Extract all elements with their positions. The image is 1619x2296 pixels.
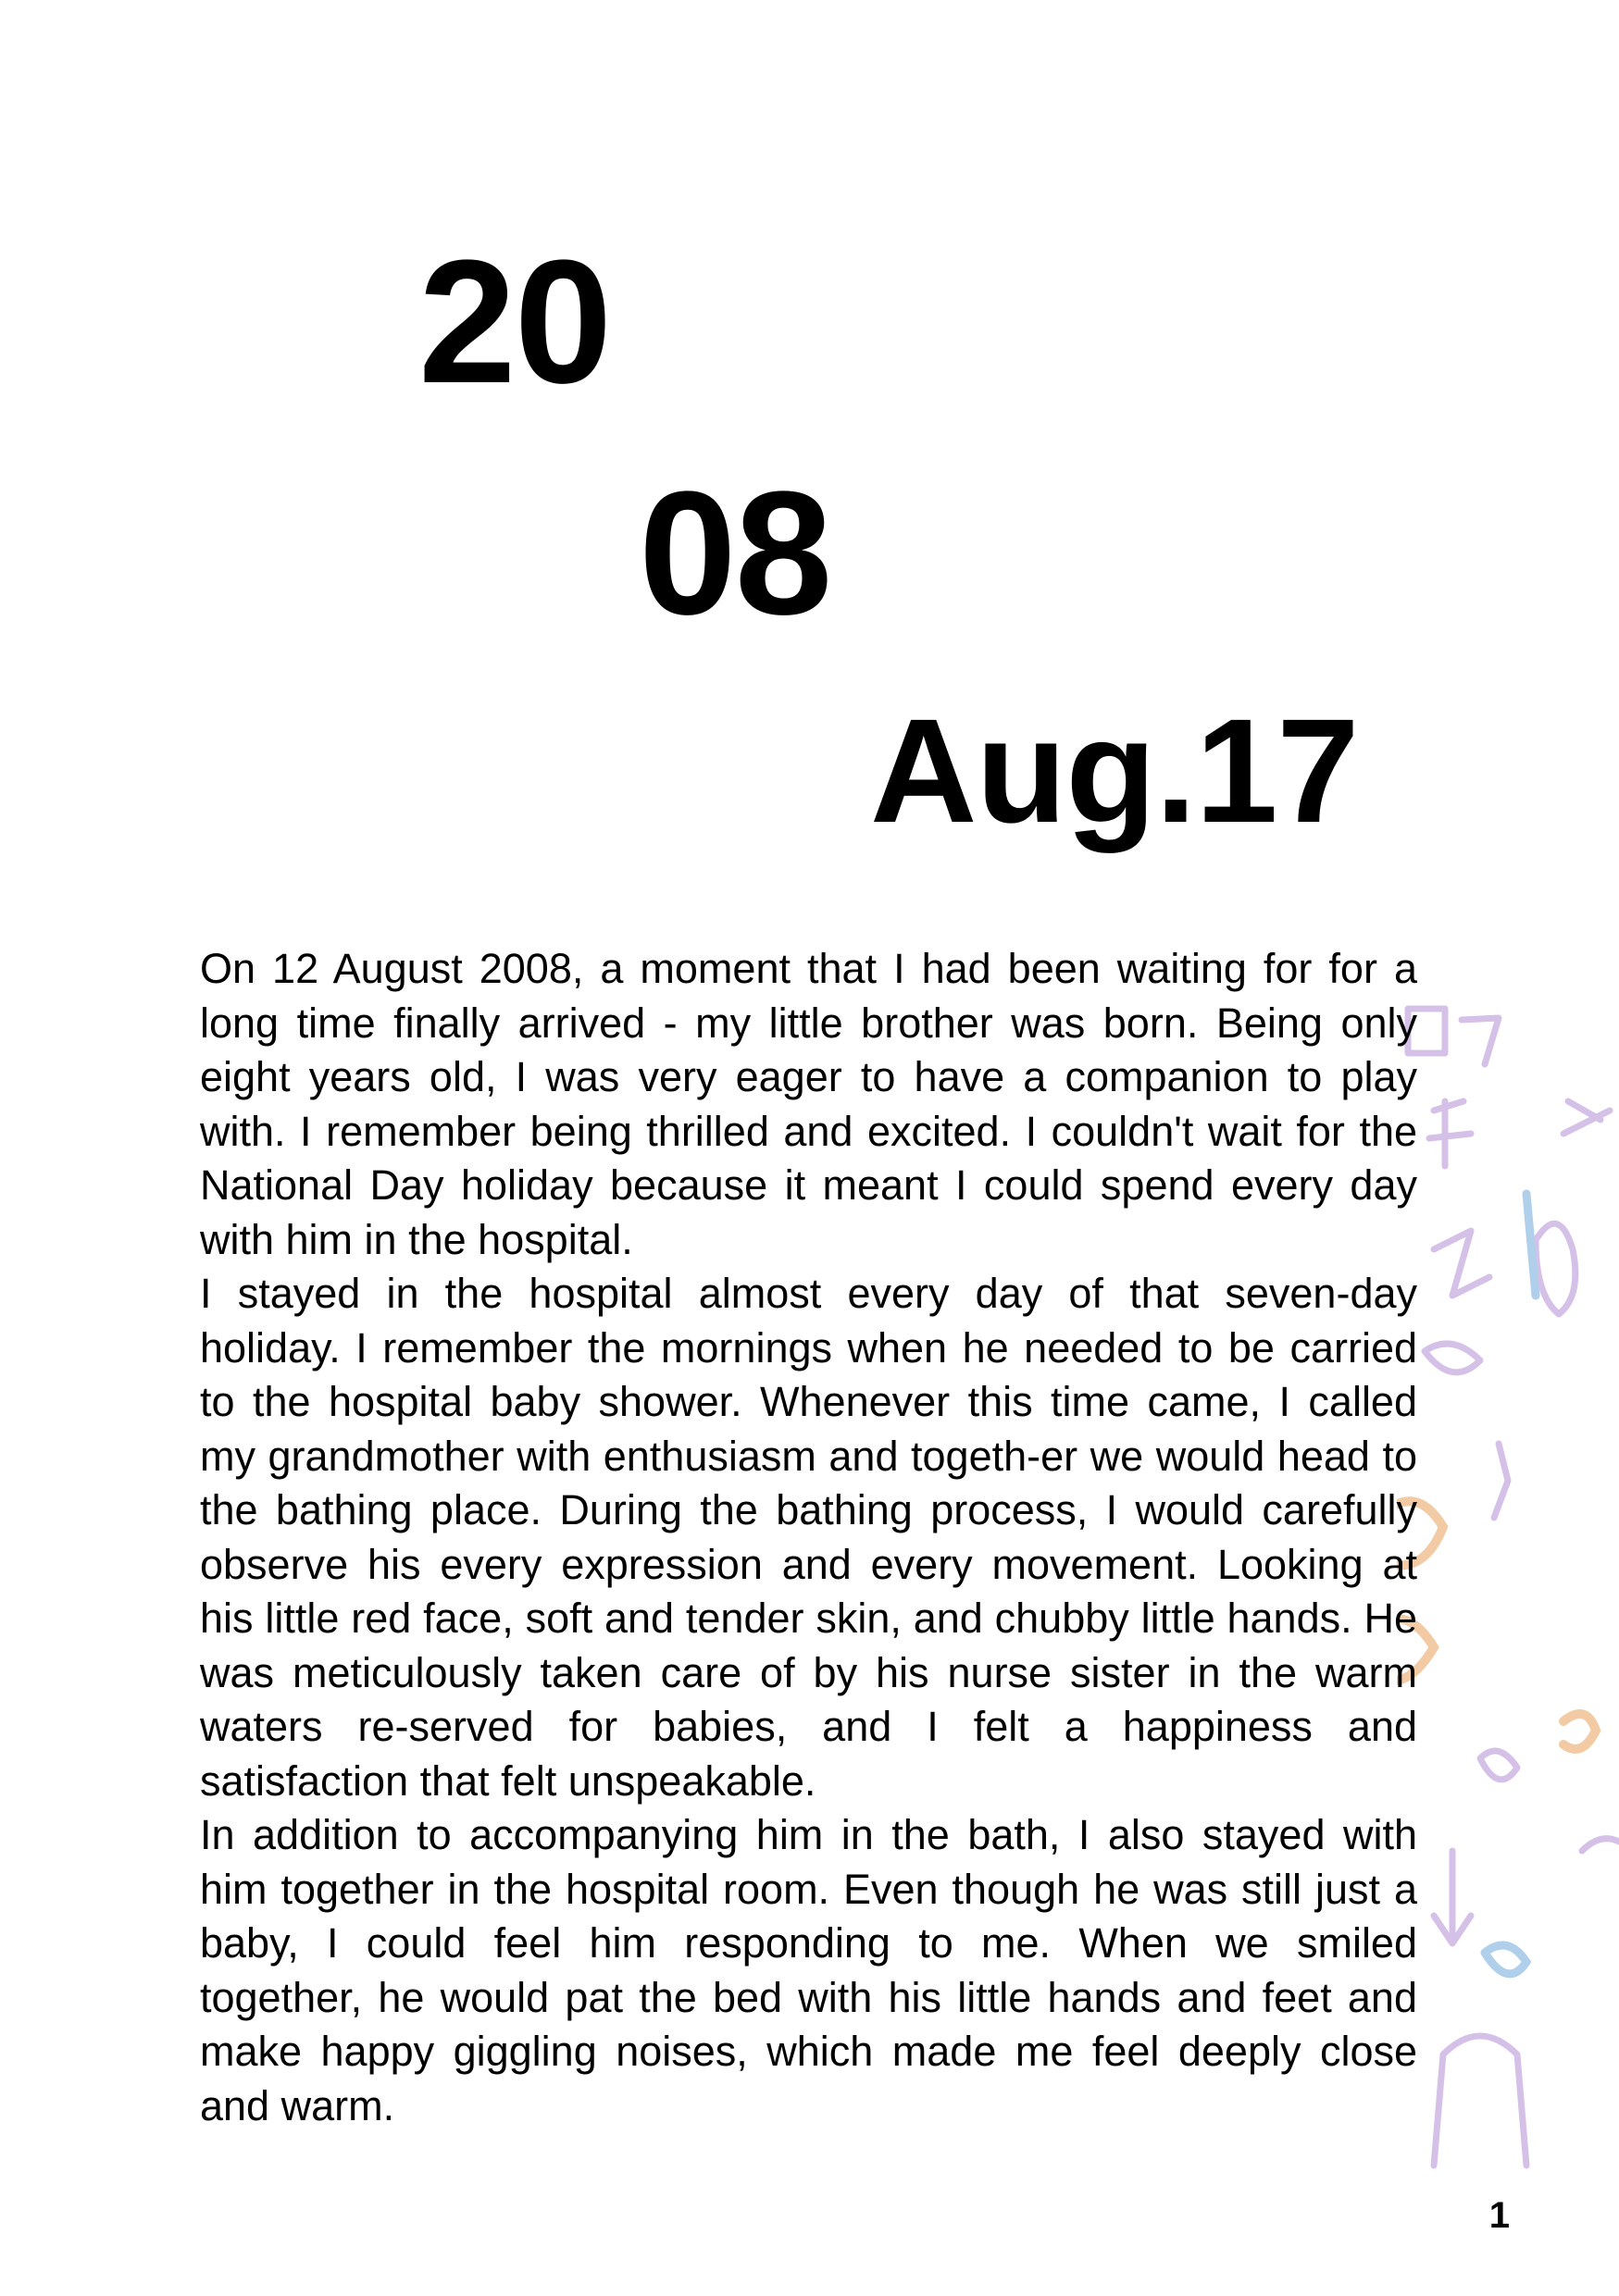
body-text	[200, 942, 1417, 2133]
crayon-doodle-decoration	[1397, 962, 1619, 2240]
body-paragraph-3: In addition to accompanying him in the bath, I also stayed with him together in the hospital room. Even though he was still just a baby, I could feel him responding to me. When we smiled together, he would pat the bed with his little hands and feet and make happy giggling noises, which made me feel deeply close and warm.	[200, 1811, 1417, 2129]
heading-year-part2: 08	[639, 455, 831, 652]
page-number: 1	[1488, 2195, 1510, 2236]
heading-year-part1: 20	[418, 224, 611, 420]
body-paragraph-1: On 12 August 2008, a moment that I had been waiting for for a long time finally arrived - my little brother was born. Being only eight years old, I was very eager to have a companion to play with. I remember being thrilled and excited. I couldn't wait for the National Day holiday because it meant I could spend every day with him in the hospital.	[200, 945, 1417, 1263]
heading-date: Aug.17	[870, 688, 1359, 853]
body-paragraph-2: I stayed in the hospital almost every day of that seven-day holiday. I remember the mornings when he needed to be carried to the hospital baby shower. Whenever this time came, I called my grandmother with enthusiasm and togeth-er we would head to the bathing place. During the bathing process, I would carefully observe his every expression and every movement. Looking at his little red face, soft and tender skin, and chubby little hands. He was meticulously taken care of by his nurse sister in the warm waters re-served for babies, and I felt a happiness and satisfaction that felt unspeakable.	[200, 1270, 1417, 1805]
